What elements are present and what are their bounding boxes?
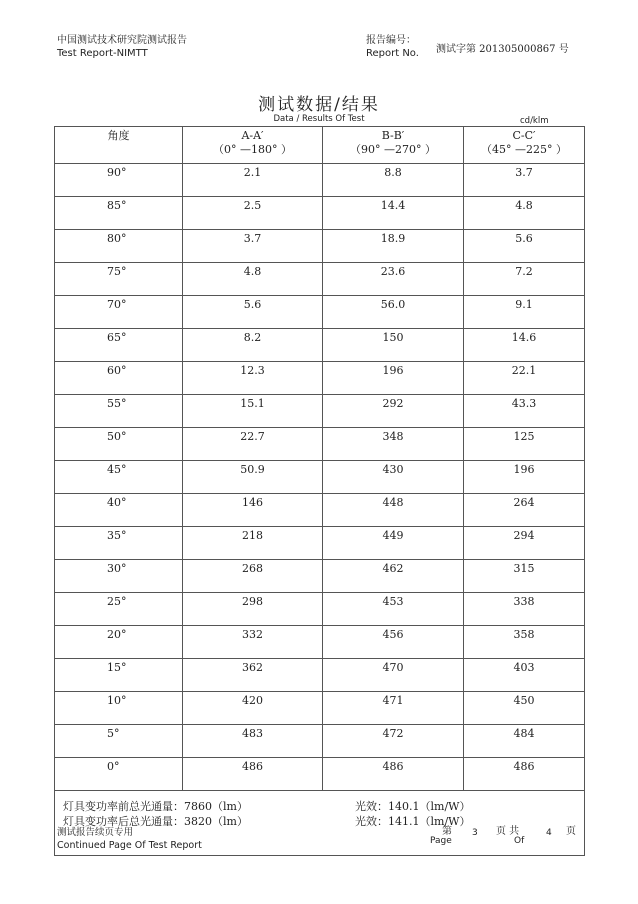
page-subtitle: Data / Results Of Test [273, 114, 365, 124]
continued-en: Continued Page Of Test Report [57, 840, 202, 851]
footer-continued [57, 826, 202, 852]
a-a-cell: 332 [183, 626, 323, 659]
b-b-cell: 471 [323, 692, 464, 725]
efficacy-after: 光效：141.1（lm/W） [355, 815, 471, 828]
angle-cell: 90° [55, 164, 183, 197]
org-name-en: Test Report-NIMTT [57, 48, 148, 59]
b-b-cell: 18.9 [323, 230, 464, 263]
flux-after: 灯具变功率后总光通量：3820（lm） [63, 815, 248, 828]
total-pages: 4 [546, 828, 552, 838]
a-a-cell: 2.5 [183, 197, 323, 230]
a-a-cell: 483 [183, 725, 323, 758]
efficacy-before: 光效：140.1（lm/W） [355, 800, 471, 813]
c-c-cell: 338 [464, 593, 585, 626]
of-label-en: Of [514, 836, 525, 846]
a-a-cell: 50.9 [183, 461, 323, 494]
b-b-cell: 196 [323, 362, 464, 395]
table-row [55, 494, 585, 527]
angle-cell: 5° [55, 725, 183, 758]
table-row [55, 593, 585, 626]
b-b-cell: 23.6 [323, 263, 464, 296]
table-row [55, 164, 585, 197]
c-c-cell: 403 [464, 659, 585, 692]
c-c-cell: 3.7 [464, 164, 585, 197]
c-c-cell: 43.3 [464, 395, 585, 428]
table-row [55, 197, 585, 230]
a-a-cell: 4.8 [183, 263, 323, 296]
angle-cell: 60° [55, 362, 183, 395]
table-row [55, 626, 585, 659]
page-suffix-cn: 页 共 [496, 826, 520, 837]
org-name-cn: 中国测试技术研究院测试报告 [57, 35, 187, 46]
c-c-cell: 486 [464, 758, 585, 791]
table-row [55, 659, 585, 692]
page-title: 测试数据/结果 [258, 95, 380, 115]
b-b-cell: 448 [323, 494, 464, 527]
angle-cell: 15° [55, 659, 183, 692]
report-no-label-cn: 报告编号： [366, 35, 416, 46]
report-no-value: 测试字第 201305000867 号 [436, 44, 569, 55]
angle-cell: 0° [55, 758, 183, 791]
c-c-cell: 7.2 [464, 263, 585, 296]
b-b-cell: 150 [323, 329, 464, 362]
page-label-en: Page [430, 836, 452, 846]
table-row [55, 692, 585, 725]
angle-cell: 45° [55, 461, 183, 494]
total-suffix-cn: 页 [566, 826, 576, 837]
header-angle: 角度 [55, 127, 183, 164]
angle-cell: 75° [55, 263, 183, 296]
angle-cell: 30° [55, 560, 183, 593]
b-b-cell: 8.8 [323, 164, 464, 197]
table-row [55, 560, 585, 593]
unit-label: cd/klm [520, 116, 549, 126]
angle-cell: 80° [55, 230, 183, 263]
b-b-cell: 486 [323, 758, 464, 791]
a-a-cell: 362 [183, 659, 323, 692]
b-b-cell: 456 [323, 626, 464, 659]
page-label-cn: 第 [442, 826, 452, 837]
table-row [55, 725, 585, 758]
table-row [55, 362, 585, 395]
a-a-cell: 5.6 [183, 296, 323, 329]
angle-cell: 20° [55, 626, 183, 659]
table-row [55, 395, 585, 428]
angle-cell: 50° [55, 428, 183, 461]
b-b-cell: 292 [323, 395, 464, 428]
table-row [55, 329, 585, 362]
a-a-cell: 15.1 [183, 395, 323, 428]
flux-before: 灯具变功率前总光通量：7860（lm） [63, 800, 248, 813]
angle-cell: 70° [55, 296, 183, 329]
c-c-cell: 484 [464, 725, 585, 758]
c-c-cell: 294 [464, 527, 585, 560]
c-c-cell: 14.6 [464, 329, 585, 362]
a-a-cell: 22.7 [183, 428, 323, 461]
report-header-org [57, 34, 187, 60]
a-a-cell: 12.3 [183, 362, 323, 395]
angle-cell: 55° [55, 395, 183, 428]
report-no-label [366, 34, 419, 60]
a-a-cell: 218 [183, 527, 323, 560]
angle-cell: 85° [55, 197, 183, 230]
test-data-table [54, 126, 585, 856]
header-b-b: B-B′ （90° —270° ） [323, 127, 464, 164]
table-row [55, 230, 585, 263]
c-c-cell: 5.6 [464, 230, 585, 263]
a-a-cell: 298 [183, 593, 323, 626]
b-b-cell: 472 [323, 725, 464, 758]
angle-cell: 10° [55, 692, 183, 725]
a-a-cell: 146 [183, 494, 323, 527]
c-c-cell: 125 [464, 428, 585, 461]
a-a-cell: 2.1 [183, 164, 323, 197]
c-c-cell: 196 [464, 461, 585, 494]
a-a-cell: 3.7 [183, 230, 323, 263]
table-row [55, 428, 585, 461]
b-b-cell: 14.4 [323, 197, 464, 230]
c-c-cell: 4.8 [464, 197, 585, 230]
table-row [55, 263, 585, 296]
b-b-cell: 462 [323, 560, 464, 593]
angle-cell: 25° [55, 593, 183, 626]
table-row [55, 758, 585, 791]
table-row [55, 296, 585, 329]
c-c-cell: 358 [464, 626, 585, 659]
header-a-a: A-A′ （0° —180° ） [183, 127, 323, 164]
c-c-cell: 450 [464, 692, 585, 725]
header-c-c: C-C′ （45° —225° ） [464, 127, 585, 164]
b-b-cell: 430 [323, 461, 464, 494]
b-b-cell: 470 [323, 659, 464, 692]
a-a-cell: 268 [183, 560, 323, 593]
table-header-row [55, 127, 585, 164]
page-number: 3 [472, 828, 478, 838]
summary-line-before [63, 799, 584, 814]
c-c-cell: 264 [464, 494, 585, 527]
b-b-cell: 56.0 [323, 296, 464, 329]
table-row [55, 461, 585, 494]
report-no-label-en: Report No. [366, 48, 419, 59]
angle-cell: 65° [55, 329, 183, 362]
a-a-cell: 8.2 [183, 329, 323, 362]
b-b-cell: 348 [323, 428, 464, 461]
a-a-cell: 486 [183, 758, 323, 791]
table-row [55, 527, 585, 560]
c-c-cell: 22.1 [464, 362, 585, 395]
continued-cn: 测试报告续页专用 [57, 827, 134, 838]
b-b-cell: 453 [323, 593, 464, 626]
a-a-cell: 420 [183, 692, 323, 725]
b-b-cell: 449 [323, 527, 464, 560]
c-c-cell: 9.1 [464, 296, 585, 329]
c-c-cell: 315 [464, 560, 585, 593]
angle-cell: 40° [55, 494, 183, 527]
angle-cell: 35° [55, 527, 183, 560]
